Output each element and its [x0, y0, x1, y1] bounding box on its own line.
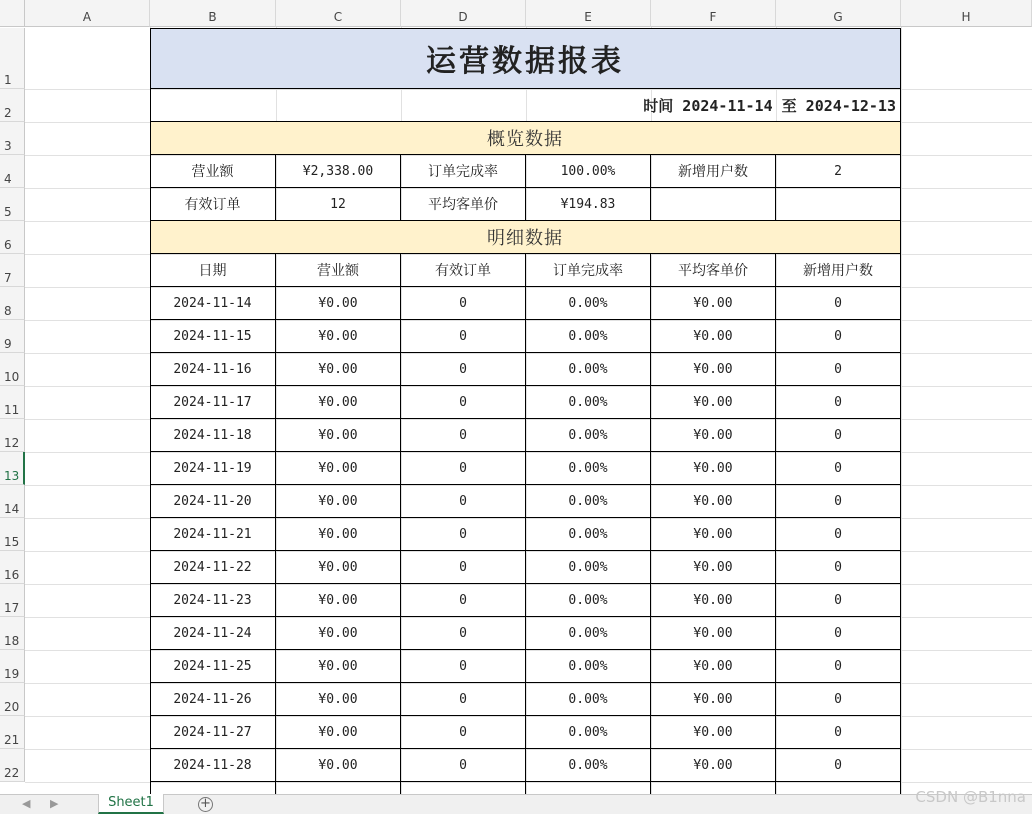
detail-cell[interactable]: ¥0.00	[276, 287, 401, 320]
detail-cell[interactable]: 0	[776, 353, 901, 386]
column-header-g[interactable]: G	[776, 0, 901, 27]
detail-cell[interactable]: 0.00%	[526, 749, 651, 782]
detail-cell[interactable]: ¥0.00	[276, 485, 401, 518]
detail-cell[interactable]: 0	[401, 452, 526, 485]
detail-cell[interactable]: ¥0.00	[276, 551, 401, 584]
detail-header[interactable]: 营业额	[276, 254, 401, 287]
detail-cell[interactable]	[776, 782, 901, 794]
row-header-17[interactable]: 17	[0, 584, 25, 617]
detail-cell[interactable]: ¥0.00	[651, 320, 776, 353]
detail-cell[interactable]: 0	[776, 584, 901, 617]
sheet-tab-bar	[0, 794, 1032, 814]
detail-cell[interactable]	[526, 782, 651, 794]
row-header-19[interactable]: 19	[0, 650, 25, 683]
column-header-c[interactable]: C	[276, 0, 401, 27]
detail-cell[interactable]: 0.00%	[526, 584, 651, 617]
detail-cell[interactable]: 0	[401, 650, 526, 683]
column-header-b[interactable]: B	[150, 0, 276, 27]
detail-cell[interactable]: ¥0.00	[276, 386, 401, 419]
detail-cell[interactable]: 2024-11-25	[150, 650, 276, 683]
detail-cell[interactable]: 0	[401, 287, 526, 320]
detail-cell[interactable]: ¥0.00	[276, 518, 401, 551]
report-title[interactable]: 运营数据报表	[150, 28, 901, 89]
row-header-2[interactable]: 2	[0, 89, 25, 122]
detail-cell[interactable]: ¥0.00	[276, 683, 401, 716]
row-header-5[interactable]: 5	[0, 188, 25, 221]
detail-cell[interactable]: ¥0.00	[651, 716, 776, 749]
row-header-11[interactable]: 11	[0, 386, 25, 419]
detail-cell[interactable]: ¥0.00	[276, 320, 401, 353]
column-header-d[interactable]: D	[401, 0, 526, 27]
detail-cell[interactable]: 0	[776, 485, 901, 518]
detail-cell[interactable]: ¥0.00	[276, 749, 401, 782]
new-users-value[interactable]: 2	[776, 155, 901, 188]
row-header-4[interactable]: 4	[0, 155, 25, 188]
detail-cell[interactable]: ¥0.00	[276, 716, 401, 749]
detail-cell[interactable]: 2024-11-21	[150, 518, 276, 551]
detail-cell[interactable]: 2024-11-17	[150, 386, 276, 419]
detail-cell[interactable]: 0.00%	[526, 485, 651, 518]
detail-cell[interactable]: 0	[776, 287, 901, 320]
detail-cell[interactable]: ¥0.00	[276, 650, 401, 683]
row-header-10[interactable]: 10	[0, 353, 25, 386]
detail-cell[interactable]: 0	[776, 749, 901, 782]
detail-cell[interactable]: 0.00%	[526, 287, 651, 320]
detail-cell[interactable]: 0	[401, 518, 526, 551]
row-header-7[interactable]: 7	[0, 254, 25, 287]
detail-cell[interactable]: 2024-11-28	[150, 749, 276, 782]
detail-cell[interactable]: 0.00%	[526, 386, 651, 419]
row-header-22[interactable]: 22	[0, 749, 25, 782]
detail-cell[interactable]: ¥0.00	[276, 617, 401, 650]
detail-cell[interactable]: 0	[401, 584, 526, 617]
overview-section-title[interactable]: 概览数据	[150, 122, 901, 155]
avg-price-label[interactable]: 平均客单价	[401, 188, 526, 221]
detail-cell[interactable]: 0	[776, 386, 901, 419]
detail-cell[interactable]: 2024-11-20	[150, 485, 276, 518]
valid-orders-value[interactable]: 12	[276, 188, 401, 221]
row-header-3[interactable]: 3	[0, 122, 25, 155]
detail-cell[interactable]	[401, 782, 526, 794]
detail-header[interactable]: 订单完成率	[526, 254, 651, 287]
detail-cell[interactable]: 0	[776, 518, 901, 551]
detail-cell[interactable]: 2024-11-24	[150, 617, 276, 650]
row-header-9[interactable]: 9	[0, 320, 25, 353]
detail-cell[interactable]: ¥0.00	[651, 452, 776, 485]
detail-cell[interactable]: 0	[401, 716, 526, 749]
column-header-e[interactable]: E	[526, 0, 651, 27]
detail-cell[interactable]: 2024-11-16	[150, 353, 276, 386]
detail-cell[interactable]: ¥0.00	[276, 452, 401, 485]
detail-cell[interactable]: 0	[776, 650, 901, 683]
detail-cell[interactable]: ¥0.00	[651, 683, 776, 716]
row-header-12[interactable]: 12	[0, 419, 25, 452]
detail-cell[interactable]: ¥0.00	[651, 617, 776, 650]
row-header-20[interactable]: 20	[0, 683, 25, 716]
empty-cell-g5[interactable]	[776, 188, 901, 221]
detail-header[interactable]: 日期	[150, 254, 276, 287]
detail-cell[interactable]: 0	[776, 716, 901, 749]
detail-cell[interactable]: ¥0.00	[276, 419, 401, 452]
detail-cell[interactable]: 0	[776, 683, 901, 716]
row-header-21[interactable]: 21	[0, 716, 25, 749]
row-header-14[interactable]: 14	[0, 485, 25, 518]
select-all-corner[interactable]	[0, 0, 25, 27]
column-header-a[interactable]: A	[25, 0, 150, 27]
detail-cell[interactable]: 0	[401, 320, 526, 353]
detail-cell[interactable]: 0	[776, 320, 901, 353]
detail-cell[interactable]: 0	[776, 617, 901, 650]
detail-cell[interactable]: ¥0.00	[651, 485, 776, 518]
column-header-f[interactable]: F	[651, 0, 776, 27]
detail-cell[interactable]: 0	[776, 419, 901, 452]
detail-header[interactable]: 新增用户数	[776, 254, 901, 287]
detail-cell[interactable]: 0	[401, 353, 526, 386]
detail-cell[interactable]: 2024-11-23	[150, 584, 276, 617]
detail-cell[interactable]: 0	[401, 419, 526, 452]
valid-orders-label[interactable]: 有效订单	[150, 188, 276, 221]
detail-cell[interactable]: 0	[401, 485, 526, 518]
row-header-16[interactable]: 16	[0, 551, 25, 584]
detail-cell[interactable]	[276, 782, 401, 794]
detail-cell[interactable]: 0.00%	[526, 419, 651, 452]
detail-cell[interactable]: ¥0.00	[651, 353, 776, 386]
detail-cell[interactable]: ¥0.00	[651, 287, 776, 320]
detail-cell[interactable]: ¥0.00	[651, 551, 776, 584]
detail-cell[interactable]: 2024-11-18	[150, 419, 276, 452]
prev-sheet-arrow-icon[interactable]: ◀	[22, 797, 31, 810]
completion-label[interactable]: 订单完成率	[401, 155, 526, 188]
detail-cell[interactable]: 2024-11-19	[150, 452, 276, 485]
detail-cell[interactable]: ¥0.00	[651, 419, 776, 452]
detail-cell[interactable]: 0	[401, 683, 526, 716]
detail-cell[interactable]: 0.00%	[526, 650, 651, 683]
date-range[interactable]: 时间 2024-11-14 至 2024-12-13	[150, 89, 901, 122]
row-header-8[interactable]: 8	[0, 287, 25, 320]
detail-cell[interactable]: 0.00%	[526, 452, 651, 485]
row-header-6[interactable]: 6	[0, 221, 25, 254]
detail-cell[interactable]: 0.00%	[526, 353, 651, 386]
detail-cell[interactable]: ¥0.00	[651, 749, 776, 782]
detail-cell[interactable]: 0.00%	[526, 518, 651, 551]
detail-cell[interactable]: 0.00%	[526, 551, 651, 584]
detail-cell[interactable]: 2024-11-14	[150, 287, 276, 320]
watermark-text: CSDN @B1nna	[915, 788, 1026, 806]
row-header-1[interactable]: 1	[0, 28, 25, 89]
detail-cell[interactable]: ¥0.00	[276, 353, 401, 386]
detail-cell[interactable]	[150, 782, 276, 794]
detail-cell[interactable]: 2024-11-22	[150, 551, 276, 584]
row-header-18[interactable]: 18	[0, 617, 25, 650]
sheet-tab-sheet1[interactable]: Sheet1	[98, 794, 164, 814]
detail-cell[interactable]: 0.00%	[526, 617, 651, 650]
detail-cell[interactable]	[651, 782, 776, 794]
detail-cell[interactable]: 2024-11-27	[150, 716, 276, 749]
detail-cell[interactable]: 0	[401, 386, 526, 419]
new-users-label[interactable]: 新增用户数	[651, 155, 776, 188]
detail-cell[interactable]: 0	[776, 551, 901, 584]
detail-cell[interactable]: ¥0.00	[651, 386, 776, 419]
detail-cell[interactable]: 0	[401, 617, 526, 650]
detail-cell[interactable]: 0.00%	[526, 683, 651, 716]
detail-cell[interactable]: ¥0.00	[651, 584, 776, 617]
detail-header[interactable]: 平均客单价	[651, 254, 776, 287]
avg-price-value[interactable]: ¥194.83	[526, 188, 651, 221]
detail-cell[interactable]: 0	[401, 551, 526, 584]
detail-cell[interactable]: ¥0.00	[276, 584, 401, 617]
revenue-label[interactable]: 营业额	[150, 155, 276, 188]
column-header-h[interactable]: H	[901, 0, 1032, 27]
next-sheet-arrow-icon[interactable]: ▶	[50, 797, 59, 810]
detail-header[interactable]: 有效订单	[401, 254, 526, 287]
detail-cell[interactable]: 2024-11-15	[150, 320, 276, 353]
detail-cell[interactable]: 2024-11-26	[150, 683, 276, 716]
detail-cell[interactable]: ¥0.00	[651, 518, 776, 551]
detail-section-title[interactable]: 明细数据	[150, 221, 901, 254]
detail-cell[interactable]: 0	[401, 749, 526, 782]
row-header-15[interactable]: 15	[0, 518, 25, 551]
detail-cell[interactable]: ¥0.00	[651, 650, 776, 683]
plus-circle-icon[interactable]: +	[198, 797, 213, 812]
detail-cell[interactable]: 0.00%	[526, 716, 651, 749]
detail-cell[interactable]: 0.00%	[526, 320, 651, 353]
completion-value[interactable]: 100.00%	[526, 155, 651, 188]
gridline	[901, 27, 902, 794]
detail-cell[interactable]: 0	[776, 452, 901, 485]
empty-cell-f5[interactable]	[651, 188, 776, 221]
row-header-13[interactable]: 13	[0, 452, 25, 485]
revenue-value[interactable]: ¥2,338.00	[276, 155, 401, 188]
